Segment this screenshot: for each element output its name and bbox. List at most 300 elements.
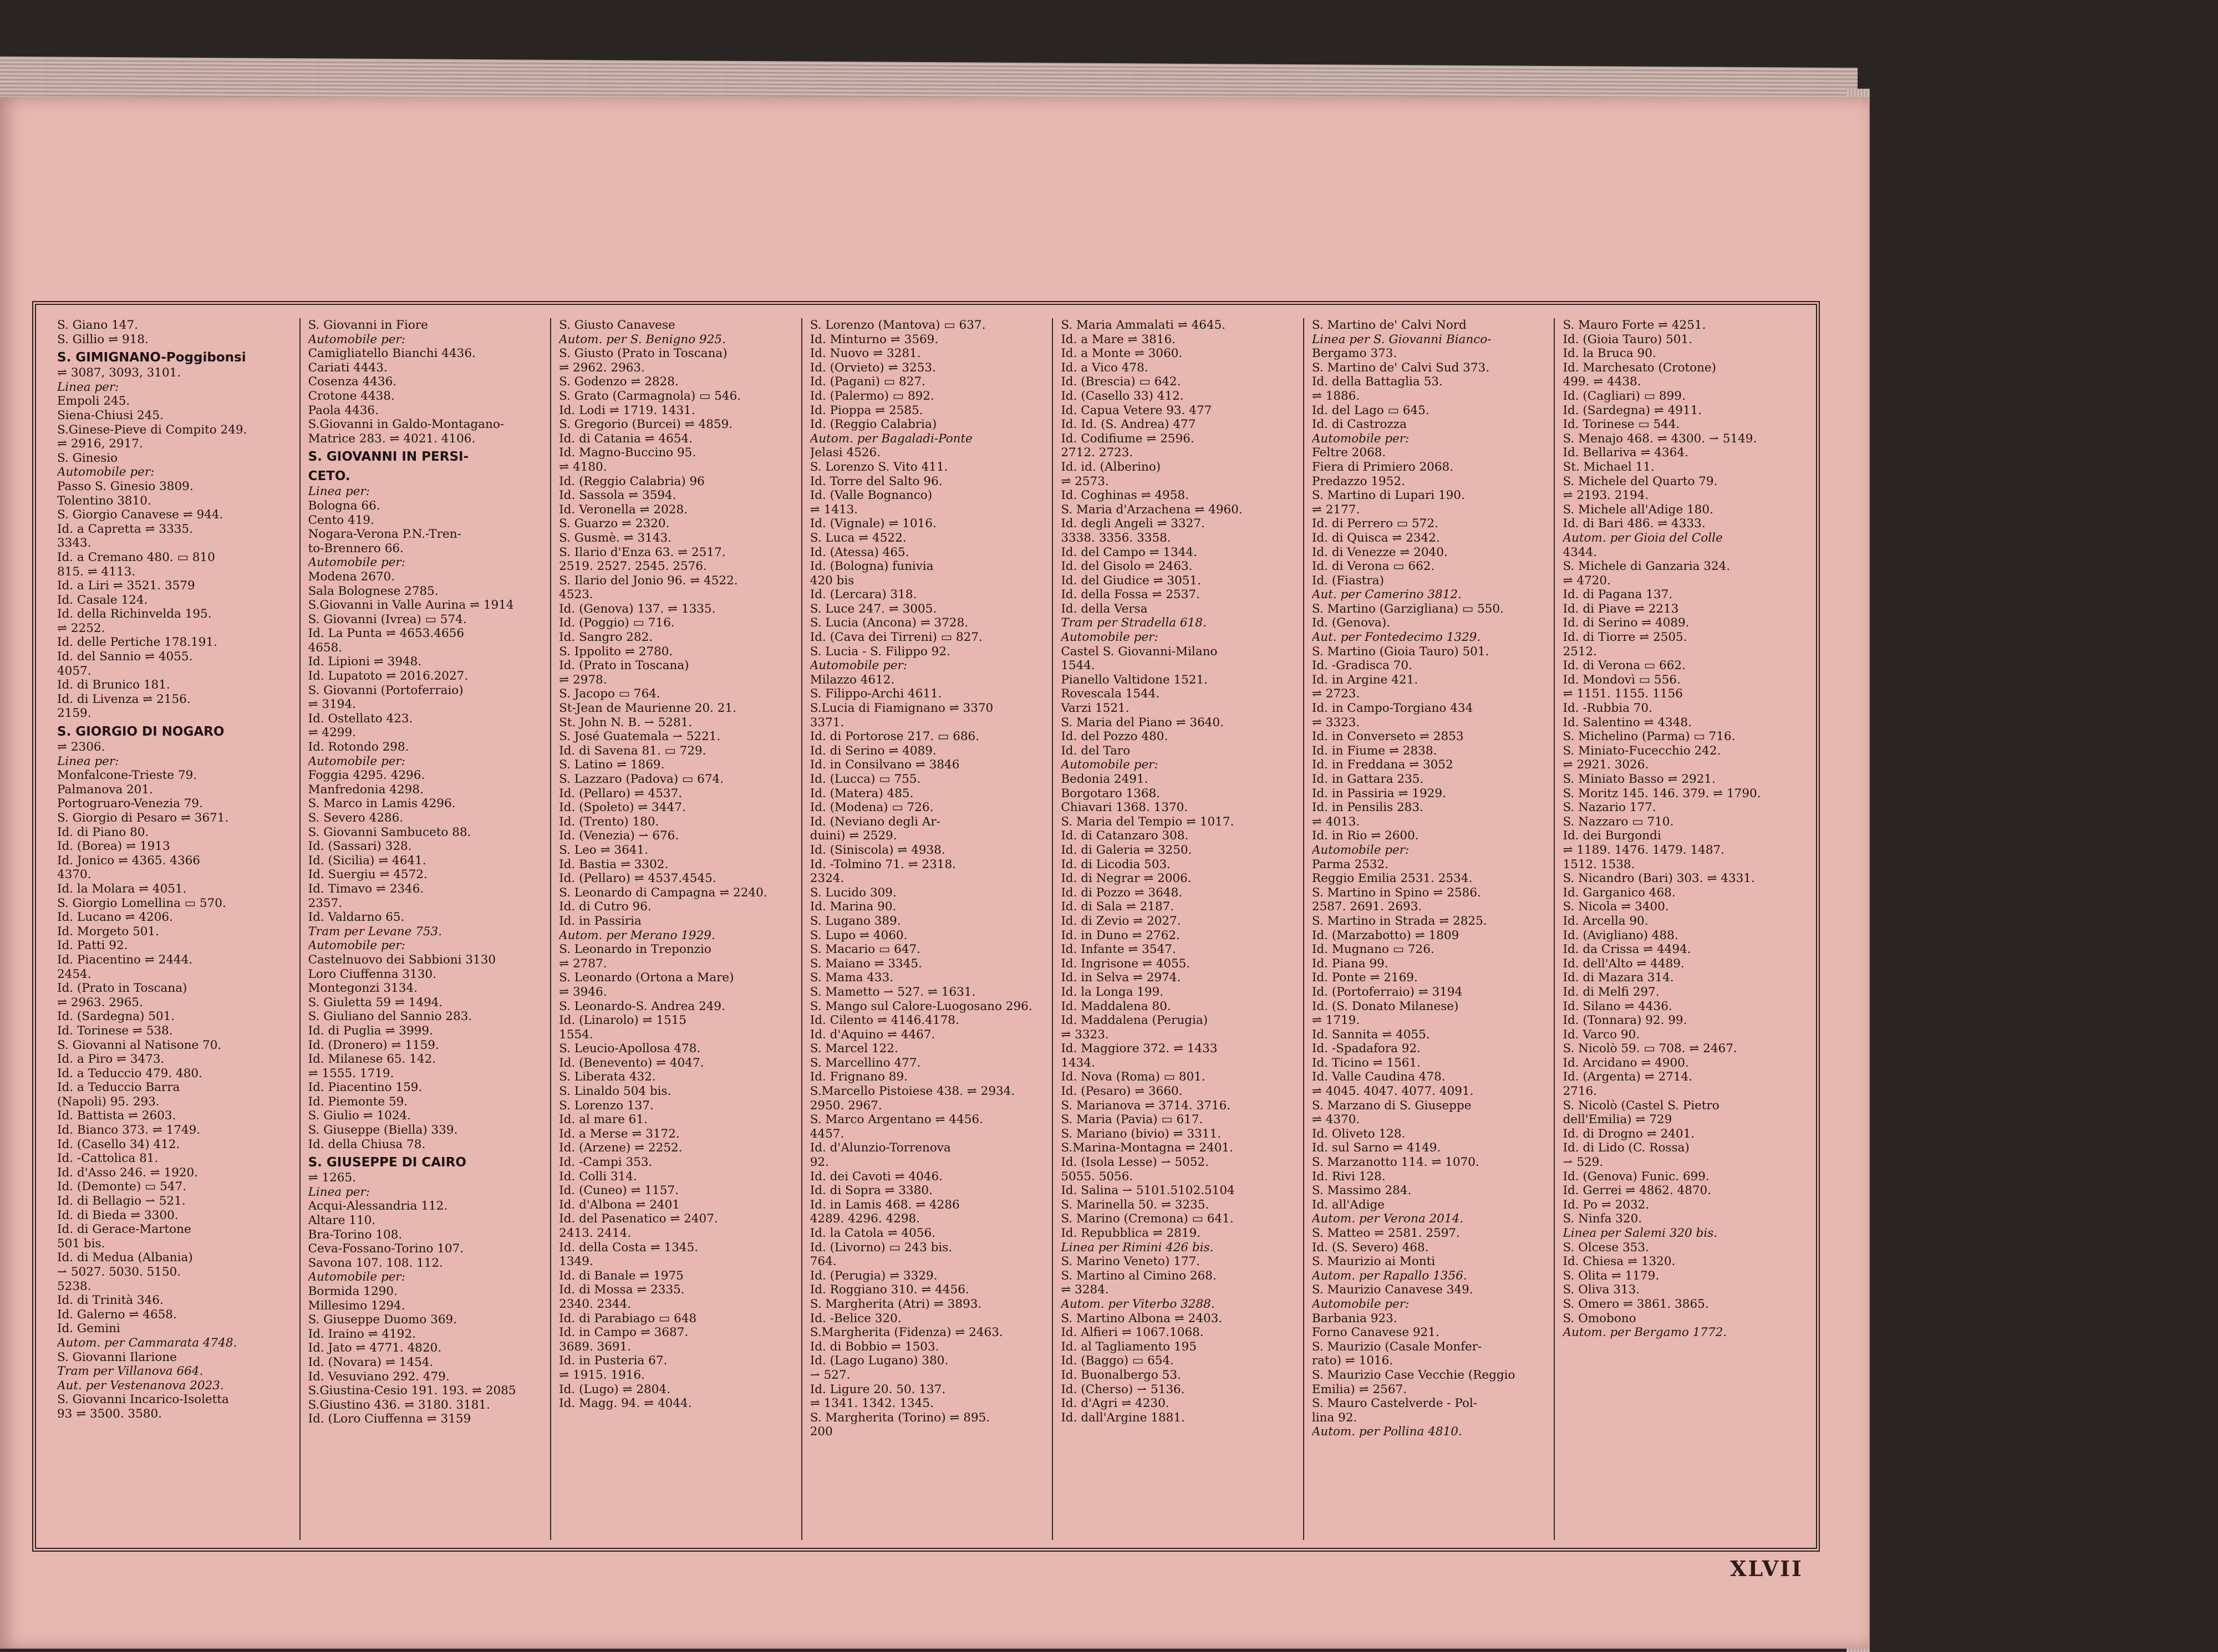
index-entry: Id. Ligure 20. 50. 137. — [810, 1382, 946, 1396]
index-entry: S. Gregorio (Burcei) ⇌ 4859. — [559, 417, 733, 432]
index-entry: S. Lugano 389. — [810, 914, 901, 928]
index-entry: S. Giusto (Prato in Toscana) — [559, 346, 728, 361]
index-entry: S.Giovanni in Valle Aurina ⇌ 1914 — [308, 598, 514, 613]
index-entry: Tram per Stradella 618. — [1061, 616, 1207, 630]
index-entry: Id. d'Alunzio-Torrenova — [810, 1141, 951, 1155]
index-entry: Id. di Castrozza — [1311, 417, 1407, 432]
index-entry: Id. della Richinvelda 195. — [57, 607, 212, 621]
index-entry: Id. di Perrero ▭ 572. — [1311, 517, 1438, 531]
index-entry: S. Nazzaro ▭ 710. — [1563, 814, 1674, 829]
index-column-3 — [550, 318, 801, 1540]
index-entry: S. Mauro Forte ⇌ 4251. — [1563, 318, 1706, 332]
index-entry: Id. Roggiano 310. ⇌ 4456. — [810, 1283, 969, 1297]
index-entry: Bologna 66. — [308, 498, 380, 513]
index-entry: Tram per Levane 753. — [308, 924, 442, 939]
index-entry: Id. Salentino ⇌ 4348. — [1563, 715, 1692, 730]
index-entry: Id. Cilento ⇌ 4146.4178. — [810, 1013, 959, 1028]
index-entry: Aut. per Vestenanova 2023. — [57, 1378, 224, 1393]
index-entry: Jelasi 4526. — [810, 446, 881, 460]
index-entry: (Napoli) 95. 293. — [57, 1094, 160, 1109]
index-entry: S. Luce 247. ⇌ 3005. — [810, 601, 937, 616]
index-entry: S. Nazario 177. — [1563, 800, 1656, 815]
index-entry: Foggia 4295. 4296. — [308, 768, 425, 783]
index-entry: Id. (Venezia) ⇀ 676. — [559, 829, 679, 843]
index-entry: Id. Buonalbergo 53. — [1061, 1368, 1181, 1382]
index-entry: Id. di Sopra ⇌ 3380. — [810, 1184, 933, 1198]
index-entry: S. Mango sul Calore-Luogosano 296. — [810, 999, 1032, 1013]
index-entry: ⇌ 2252. — [57, 621, 105, 635]
index-entry: Id. Gerrei ⇌ 4862. 4870. — [1563, 1184, 1712, 1198]
index-entry: Id. Infante ⇌ 3547. — [1061, 942, 1176, 957]
index-entry: S. Ilario d'Enza 63. ⇌ 2517. — [559, 545, 726, 559]
index-entry: Id. di Banale ⇌ 1975 — [559, 1268, 684, 1283]
index-entry: 2716. — [1563, 1084, 1598, 1099]
index-entry: Id. Bastia ⇌ 3302. — [559, 857, 669, 871]
index-entry: Id. (Genova) 137. ⇌ 1335. — [559, 601, 716, 616]
index-entry: Id. Lipioni ⇌ 3948. — [308, 655, 422, 669]
index-entry: Id. Minturno ⇌ 3569. — [810, 332, 939, 346]
index-entry: Id. Ostellato 423. — [308, 711, 413, 726]
index-entry: Id. di Bieda ⇌ 3300. — [57, 1208, 179, 1222]
index-entry: ⇀ 5027. 5030. 5150. — [57, 1265, 181, 1279]
index-entry: Id. di Tiorre ⇌ 2505. — [1563, 630, 1687, 645]
index-entry: Bedonia 2491. — [1061, 772, 1148, 786]
index-entry: Id. (Genova). — [1311, 616, 1391, 630]
index-entry: ⇌ 2573. — [1061, 474, 1109, 488]
index-entry: Id. -Tolmino 71. ⇌ 2318. — [810, 857, 956, 871]
index-entry: ⇌ 1265. — [308, 1171, 356, 1185]
index-entry: 5055. 5056. — [1061, 1169, 1133, 1184]
index-entry: S. Marinella 50. ⇌ 3235. — [1061, 1197, 1209, 1212]
index-entry: ⇌ 3284. — [1061, 1283, 1109, 1297]
index-entry: Id. La Punta ⇌ 4653.4656 — [308, 626, 464, 641]
index-entry: 2324. — [810, 871, 845, 886]
index-entry: Id. a Cremano 480. ▭ 810 — [57, 550, 215, 564]
index-entry: Id. Ponte ⇌ 2169. — [1311, 971, 1418, 985]
index-entry: 93 ⇌ 3500. 3580. — [57, 1406, 162, 1421]
index-entry: Id. Casale 124. — [57, 593, 148, 607]
index-entry: Id. Colli 314. — [559, 1169, 637, 1184]
index-entry: Id. Pioppa ⇌ 2585. — [810, 403, 923, 417]
index-entry: Id. di Bari 486. ⇌ 4333. — [1563, 517, 1706, 531]
index-entry: Id. Maddalena (Perugia) — [1061, 1013, 1208, 1028]
index-entry: S. Mametto ⇀ 527. ⇌ 1631. — [810, 985, 976, 999]
index-entry: S. Giusto Canavese — [559, 318, 675, 332]
index-entry: Id. del Campo ⇌ 1344. — [1061, 545, 1198, 559]
index-entry: Id. (Sicilia) ⇌ 4641. — [308, 853, 426, 868]
index-entry: ⇌ 1413. — [810, 502, 858, 517]
index-entry: Id. di Serino ⇌ 4089. — [1563, 616, 1690, 630]
index-entry: Id. (Modena) ▭ 726. — [810, 800, 934, 815]
index-entry: S. Matteo ⇌ 2581. 2597. — [1311, 1226, 1460, 1240]
index-entry: Id. (Trento) 180. — [559, 814, 659, 829]
index-entry: Id. Piacentino 159. — [308, 1080, 423, 1095]
index-entry: ⇌ 3194. — [308, 697, 356, 712]
index-entry: S. Lupo ⇌ 4060. — [810, 928, 908, 942]
index-entry: 3338. 3356. 3358. — [1061, 531, 1171, 545]
index-entry: Id. (Brescia) ▭ 642. — [1061, 375, 1181, 389]
index-entry: Autom. per Merano 1929. — [559, 928, 715, 942]
index-entry: Automobile per: — [810, 659, 908, 673]
index-entry: ⇌ 2963. 2965. — [57, 995, 143, 1009]
index-entry: S. Martino de' Calvi Nord — [1311, 318, 1467, 332]
index-entry: Id. (Reggio Calabria) — [810, 417, 937, 432]
index-entry: S. Guarzo ⇌ 2320. — [559, 517, 670, 531]
index-entry: S. Marzano di S. Giuseppe — [1311, 1098, 1472, 1113]
index-entry: Id. Rotondo 298. — [308, 740, 409, 754]
index-entry: Id. all'Adige — [1311, 1197, 1385, 1212]
index-entry: Id. (Vignale) ⇌ 1016. — [810, 517, 937, 531]
index-entry: Bergamo 373. — [1311, 346, 1397, 361]
index-entry: S. Mauro Castelverde - Pol- — [1311, 1396, 1478, 1411]
index-entry: Id. al Tagliamento 195 — [1061, 1339, 1197, 1354]
index-entry: Id. Marina 90. — [810, 900, 897, 914]
index-entry: Id. (Cuneo) ⇌ 1157. — [559, 1184, 679, 1198]
index-entry: Id. (Prato in Toscana) — [57, 981, 187, 996]
index-entry: Id. (Lugo) ⇌ 2804. — [559, 1382, 670, 1396]
index-entry: Id. la Catola ⇌ 4056. — [810, 1226, 935, 1240]
index-entry: S. Giuseppe Duomo 369. — [308, 1313, 457, 1327]
index-entry: Linea per: — [57, 754, 119, 768]
index-entry: Id. Battista ⇌ 2603. — [57, 1109, 176, 1123]
index-entry: Id. (Argenta) ⇌ 2714. — [1563, 1070, 1692, 1084]
index-entry: Id. Chiesa ⇌ 1320. — [1563, 1255, 1676, 1269]
index-entry: Id. di Bobbio ⇌ 1503. — [810, 1339, 939, 1354]
index-entry: S. Giorgio di Pesaro ⇌ 3671. — [57, 811, 229, 825]
index-entry: S. Margherita (Torino) ⇌ 895. — [810, 1410, 990, 1425]
index-heading: S. GIOVANNI IN PERSI- — [308, 450, 469, 465]
index-entry: Id. Oliveto 128. — [1311, 1126, 1406, 1141]
index-entry: Id. (Lercara) 318. — [810, 588, 917, 602]
index-entry: Id. a Capretta ⇌ 3335. — [57, 522, 193, 536]
index-entry: Id. Maddalena 80. — [1061, 999, 1171, 1013]
index-entry: Automobile per: — [308, 555, 405, 570]
index-entry: ⇌ 2177. — [1311, 502, 1360, 517]
index-entry: Automobile per: — [1311, 431, 1410, 446]
index-entry: S. Giulio ⇌ 1024. — [308, 1109, 411, 1123]
index-entry: Id. in Lamis 468. ⇌ 4286 — [810, 1197, 960, 1212]
index-entry: 1554. — [559, 1027, 593, 1042]
index-entry: Id. Jato ⇌ 4771. 4820. — [308, 1341, 442, 1355]
index-entry: Id. Po ⇌ 2032. — [1563, 1197, 1650, 1212]
index-entry: Automobile per: — [308, 332, 405, 346]
index-entry: S. Maria (Pavia) ▭ 617. — [1061, 1113, 1203, 1127]
index-entry: Matrice 283. ⇌ 4021. 4106. — [308, 431, 476, 446]
index-entry: Id. -Belice 320. — [810, 1311, 902, 1325]
index-entry: Id. (Reggio Calabria) 96 — [559, 474, 705, 488]
index-entry: S. Martino (Gioia Tauro) 501. — [1311, 644, 1489, 659]
index-entry: Id. Piacentino ⇌ 2444. — [57, 952, 193, 967]
index-entry: S. Marino Veneto) 177. — [1061, 1255, 1200, 1269]
index-entry: S. Maurizio Canavese 349. — [1311, 1283, 1473, 1297]
index-entry: S. Lorenzo (Mantova) ▭ 637. — [810, 318, 986, 332]
index-entry: S. Ninfa 320. — [1563, 1212, 1642, 1226]
index-entry: Id. Timavo ⇌ 2346. — [308, 881, 424, 896]
index-entry: Id. d'Agri ⇌ 4230. — [1061, 1396, 1169, 1411]
index-entry: Id. di Zevio ⇌ 2027. — [1061, 914, 1181, 928]
index-entry: Id. (Sassari) 328. — [308, 839, 412, 854]
index-entry: S. Michelino (Parma) ▭ 716. — [1563, 730, 1736, 744]
index-entry: Linea per: — [57, 380, 119, 394]
index-entry: Id. di Drogno ⇌ 2401. — [1563, 1126, 1695, 1141]
index-entry: to-Brennero 66. — [308, 541, 404, 555]
index-entry: ⇌ 1719. — [1311, 1013, 1360, 1028]
index-entry: ⇌ 2723. — [1311, 687, 1360, 701]
index-entry: S. Giovanni al Natisone 70. — [57, 1038, 222, 1052]
index-entry: Castelnuovo dei Sabbioni 3130 — [308, 952, 496, 967]
index-entry: S.Giustino 436. ⇌ 3180. 3181. — [308, 1398, 490, 1412]
index-entry: S. Giovanni Sambuceto 88. — [308, 825, 471, 839]
index-entry: 200 — [810, 1425, 833, 1439]
index-entry: Id. (Genova) Funic. 699. — [1563, 1169, 1710, 1184]
index-entry: 4289. 4296. 4298. — [810, 1212, 920, 1226]
index-entry: Id. (Sardegna) 501. — [57, 1009, 175, 1024]
page-number: XLVII — [1730, 1556, 1803, 1581]
index-entry: Id. di Galeria ⇌ 3250. — [1061, 843, 1192, 857]
index-entry: Id. (Prato in Toscana) — [559, 659, 689, 673]
index-entry: ⇌ 3323. — [1311, 715, 1360, 730]
index-entry: Bra-Torino 108. — [308, 1227, 403, 1242]
index-entry: Barbania 923. — [1311, 1311, 1397, 1325]
index-entry: S.Lucia di Fiamignano ⇌ 3370 — [810, 701, 994, 716]
index-entry: Automobile per: — [1311, 843, 1410, 857]
index-entry: Id. Nuovo ⇌ 3281. — [810, 346, 921, 361]
index-entry: Id. (Tonnara) 92. 99. — [1563, 1013, 1687, 1028]
index-entry: Id. Torinese ▭ 544. — [1563, 417, 1680, 432]
index-entry: S. Giuliano del Sannio 283. — [308, 1009, 472, 1024]
index-entry: Id. del Sannio ⇌ 4055. — [57, 650, 193, 664]
index-entry: Id. dei Burgondi — [1563, 829, 1661, 843]
index-entry: ⇌ 1151. 1155. 1156 — [1563, 687, 1683, 701]
index-entry: Autom. per Pollina 4810. — [1311, 1425, 1462, 1439]
index-entry: Id. id. (Alberino) — [1061, 460, 1161, 474]
index-entry: S. Olita ⇌ 1179. — [1563, 1268, 1660, 1283]
index-entry: S. Jacopo ▭ 764. — [559, 687, 660, 701]
index-entry: S. Maria del Piano ⇌ 3640. — [1061, 715, 1224, 730]
index-entry: Id. (Portoferraio) ⇌ 3194 — [1311, 985, 1463, 999]
index-entry: Id. (Bologna) funivia — [810, 559, 934, 574]
index-entry: Id. di Serino ⇌ 4089. — [810, 743, 937, 758]
index-entry: Id. (Isola Lesse) ⇀ 5052. — [1061, 1155, 1209, 1170]
index-entry: Id. Arcidano ⇌ 4900. — [1563, 1056, 1689, 1070]
index-entry: S. Oliva 313. — [1563, 1283, 1640, 1297]
index-entry: Pianello Valtidone 1521. — [1061, 672, 1208, 687]
index-entry: Id. -Rubbia 70. — [1563, 701, 1652, 716]
index-entry: Id. di Cutro 96. — [559, 900, 652, 914]
index-entry: Id. la Bruca 90. — [1563, 346, 1656, 361]
index-entry: Autom. per S. Benigno 925. — [559, 332, 726, 346]
index-entry: Rovescala 1544. — [1061, 687, 1160, 701]
index-entry: S. Martino Albona ⇌ 2403. — [1061, 1311, 1223, 1325]
index-entry: ⇌ 4720. — [1563, 573, 1611, 588]
index-entry: S. Maria del Tempio ⇌ 1017. — [1061, 814, 1234, 829]
index-entry: S. Marco Argentano ⇌ 4456. — [810, 1113, 983, 1127]
index-entry: Id. Valdarno 65. — [308, 910, 405, 925]
index-entry: Id. dei Cavoti ⇌ 4046. — [810, 1169, 943, 1184]
index-entry: duini) ⇌ 2529. — [810, 829, 897, 843]
index-entry: Id. la Longa 199. — [1061, 985, 1164, 999]
index-entry: Id. del Gisolo ⇌ 2463. — [1061, 559, 1193, 574]
index-entry: S. Nicola ⇌ 3400. — [1563, 900, 1669, 914]
index-entry: S. Grato (Carmagnola) ▭ 546. — [559, 389, 741, 403]
index-entry: Id. a Liri ⇌ 3521. 3579 — [57, 579, 195, 593]
index-entry: ⇌ 2962. 2963. — [559, 360, 645, 375]
index-entry: Id. (S. Severo) 468. — [1311, 1240, 1429, 1255]
index-entry: Tolentino 3810. — [57, 493, 151, 508]
index-entry: Milazzo 4612. — [810, 672, 895, 687]
index-entry: Id. (Dronero) ⇌ 1159. — [308, 1038, 439, 1052]
index-entry: Id. Morgeto 501. — [57, 924, 159, 939]
index-entry: 92. — [810, 1155, 829, 1170]
index-entry: 2712. 2723. — [1061, 446, 1133, 460]
index-entry: Autom. per Gioia del Colle — [1563, 531, 1723, 545]
index-entry: Predazzo 1952. — [1311, 474, 1405, 488]
index-entry: Automobile per: — [57, 465, 155, 480]
index-entry: ⇌ 4299. — [308, 726, 356, 740]
index-entry: S. Maurizio ai Monti — [1311, 1255, 1436, 1269]
index-entry: Id. di Bellagio ⇀ 521. — [57, 1194, 186, 1209]
index-entry: S. Martino di Lupari 190. — [1311, 488, 1465, 503]
index-entry: Id. di Catanzaro 308. — [1061, 829, 1189, 843]
index-entry: Id. di Quisca ⇌ 2342. — [1311, 531, 1440, 545]
index-entry: Id. di Negrar ⇌ 2006. — [1061, 871, 1192, 886]
index-entry: Id. dell'Alto ⇌ 4489. — [1563, 956, 1685, 971]
index-entry: Bormida 1290. — [308, 1284, 398, 1298]
index-entry: S. Gillio ⇌ 918. — [57, 332, 149, 346]
index-entry: Id. Ingrisone ⇌ 4055. — [1061, 956, 1191, 971]
index-entry: Id. Arcella 90. — [1563, 914, 1649, 928]
index-entry: S. Menajo 468. ⇌ 4300. ⇀ 5149. — [1563, 431, 1757, 446]
index-entry: ⇌ 3323. — [1061, 1027, 1109, 1042]
index-entry: Id. del Taro — [1061, 743, 1131, 758]
index-entry: St-Jean de Maurienne 20. 21. — [559, 701, 736, 716]
index-entry: Id. del Lago ▭ 645. — [1311, 403, 1430, 417]
index-entry: Id. in Passiria ⇌ 1929. — [1311, 786, 1446, 800]
index-entry: Palmanova 201. — [57, 782, 153, 797]
index-entry: S. Lucia (Ancona) ⇌ 3728. — [810, 616, 969, 630]
index-entry: Id. del Pasenatico ⇌ 2407. — [559, 1212, 718, 1226]
index-entry: Borgotaro 1368. — [1061, 786, 1161, 800]
index-column-7 — [1554, 318, 1805, 1540]
index-entry: Id. (Benevento) ⇌ 4047. — [559, 1056, 704, 1070]
index-entry: Montegonzi 3134. — [308, 981, 418, 996]
index-entry: ⇌ 4045. 4047. 4077. 4091. — [1311, 1084, 1474, 1099]
index-entry: Autom. per Bagaladi-Ponte — [810, 431, 973, 446]
index-entry: Id. (Baggo) ▭ 654. — [1061, 1354, 1174, 1368]
index-entry: Id. di Mazara 314. — [1563, 971, 1674, 985]
index-entry: Id. Sangro 282. — [559, 630, 653, 645]
index-entry: Id. Frignano 89. — [810, 1070, 908, 1084]
index-entry: Parma 2532. — [1311, 857, 1389, 871]
index-entry: 3371. — [810, 715, 845, 730]
index-entry: Id. (Novara) ⇌ 1454. — [308, 1355, 434, 1369]
index-entry: Aut. per Fontedecimo 1329. — [1311, 630, 1481, 645]
index-entry: S.Margherita (Fidenza) ⇌ 2463. — [810, 1325, 1003, 1340]
index-entry: S. Latino ⇌ 1869. — [559, 758, 665, 772]
index-entry: Id. a Merse ⇌ 3172. — [559, 1126, 680, 1141]
index-entry: Id. Milanese 65. 142. — [308, 1052, 436, 1067]
index-entry: Chiavari 1368. 1370. — [1061, 800, 1188, 815]
index-entry: Id. Veronella ⇌ 2028. — [559, 502, 688, 517]
index-entry: Id. (Pagani) ▭ 827. — [810, 375, 925, 389]
index-entry: Loro Ciuffenna 3130. — [308, 967, 436, 981]
index-entry: S.Marcello Pistoiese 438. ⇌ 2934. — [810, 1084, 1015, 1099]
index-entry: Id. (Livorno) ▭ 243 bis. — [810, 1240, 953, 1255]
index-entry: Id. di Licodia 503. — [1061, 857, 1171, 871]
index-entry: 3343. — [57, 536, 91, 550]
index-entry: Id. (Spoleto) ⇌ 3447. — [559, 800, 686, 815]
index-entry: Ceva-Fossano-Torino 107. — [308, 1242, 464, 1256]
index-entry: Savona 107. 108. 112. — [308, 1256, 443, 1270]
index-entry: 4658. — [308, 640, 343, 655]
index-heading: CETO. — [308, 469, 350, 484]
index-entry: Id. in Campo ⇌ 3687. — [559, 1325, 689, 1340]
index-entry: Automobile per: — [1061, 758, 1158, 772]
index-entry: Id. Garganico 468. — [1563, 885, 1676, 900]
index-entry: Id. (Gioia Tauro) 501. — [1563, 332, 1692, 346]
index-entry: S. Marco in Lamis 4296. — [308, 797, 456, 811]
index-entry: Id. di Verona ▭ 662. — [1563, 659, 1686, 673]
index-entry: Manfredonia 4298. — [308, 782, 424, 797]
index-entry: Id. Ticino ⇌ 1561. — [1311, 1056, 1421, 1070]
index-entry: Id. di Pozzo ⇌ 3648. — [1061, 885, 1183, 900]
index-entry: Autom. per Rapallo 1356. — [1311, 1268, 1467, 1283]
index-entry: 499. ⇌ 4438. — [1563, 375, 1641, 389]
index-entry: Id. in Campo-Torgiano 434 — [1311, 701, 1473, 716]
index-entry: S. Nicandro (Bari) 303. ⇌ 4331. — [1563, 871, 1755, 886]
index-entry: S. Giovanni Incarico-Isoletta — [57, 1393, 229, 1407]
index-entry: Paola 4436. — [308, 403, 379, 417]
index-entry: Id. Silano ⇌ 4436. — [1563, 999, 1672, 1013]
index-entry: S. Maurizio (Casale Monfer- — [1311, 1339, 1482, 1354]
book-page — [0, 97, 1869, 1649]
index-entry: Id. dall'Argine 1881. — [1061, 1410, 1185, 1425]
index-entry: Id. (Cava dei Tirreni) ▭ 827. — [810, 630, 983, 645]
index-entry: S.Giustina-Cesio 191. 193. ⇌ 2085 — [308, 1384, 516, 1398]
index-entry: Id. del Giudice ⇌ 3051. — [1061, 573, 1201, 588]
index-entry: Id. di Melfi 297. — [1563, 985, 1660, 999]
index-entry: Id. (Casello 34) 412. — [57, 1137, 180, 1151]
index-entry: Id. (Atessa) 465. — [810, 545, 909, 559]
index-entry: ⇌ 4013. — [1311, 814, 1360, 829]
index-entry: 2512. — [1563, 644, 1598, 659]
index-entry: Id. in Consilvano ⇌ 3846 — [810, 758, 960, 772]
index-entry: Id. di Savena 81. ▭ 729. — [559, 743, 706, 758]
index-entry: S. Leucio-Apollosa 478. — [559, 1042, 701, 1056]
index-entry: Id. di Portorose 217. ▭ 686. — [810, 730, 980, 744]
index-entry: Id. la Molara ⇌ 4051. — [57, 881, 187, 896]
index-entry: Id. Valle Caudina 478. — [1311, 1070, 1446, 1084]
index-entry: Id. di Puglia ⇌ 3999. — [308, 1023, 433, 1038]
index-entry: S. Martino in Spino ⇌ 2586. — [1311, 885, 1481, 900]
index-heading: S. GIORGIO DI NOGARO — [57, 725, 225, 740]
index-entry: Id. (Linarolo) ⇌ 1515 — [559, 1013, 687, 1028]
index-entry: Id. (Orvieto) ⇌ 3253. — [810, 360, 936, 375]
index-entry: Id. in Converseto ⇌ 2853 — [1311, 730, 1464, 744]
index-entry: S. Leonardo di Campagna ⇌ 2240. — [559, 885, 767, 900]
index-entry: Id. della Fossa ⇌ 2537. — [1061, 588, 1200, 602]
index-entry: ⇌ 2916, 2917. — [57, 437, 143, 451]
index-entry: S. Maiano ⇌ 3345. — [810, 956, 922, 971]
index-entry: S. Giorgio Lomellina ▭ 570. — [57, 896, 226, 910]
index-entry: ⇌ 1341. 1342. 1345. — [810, 1396, 934, 1411]
index-entry: Id. di Gerace-Martone — [57, 1222, 191, 1237]
index-entry: ⇌ 4180. — [559, 460, 607, 474]
index-entry: Id. di Verona ▭ 662. — [1311, 559, 1435, 574]
index-entry: S. Omero ⇌ 3861. 3865. — [1563, 1297, 1709, 1311]
index-frame — [32, 301, 1820, 1552]
index-entry: Automobile per: — [1061, 630, 1158, 645]
